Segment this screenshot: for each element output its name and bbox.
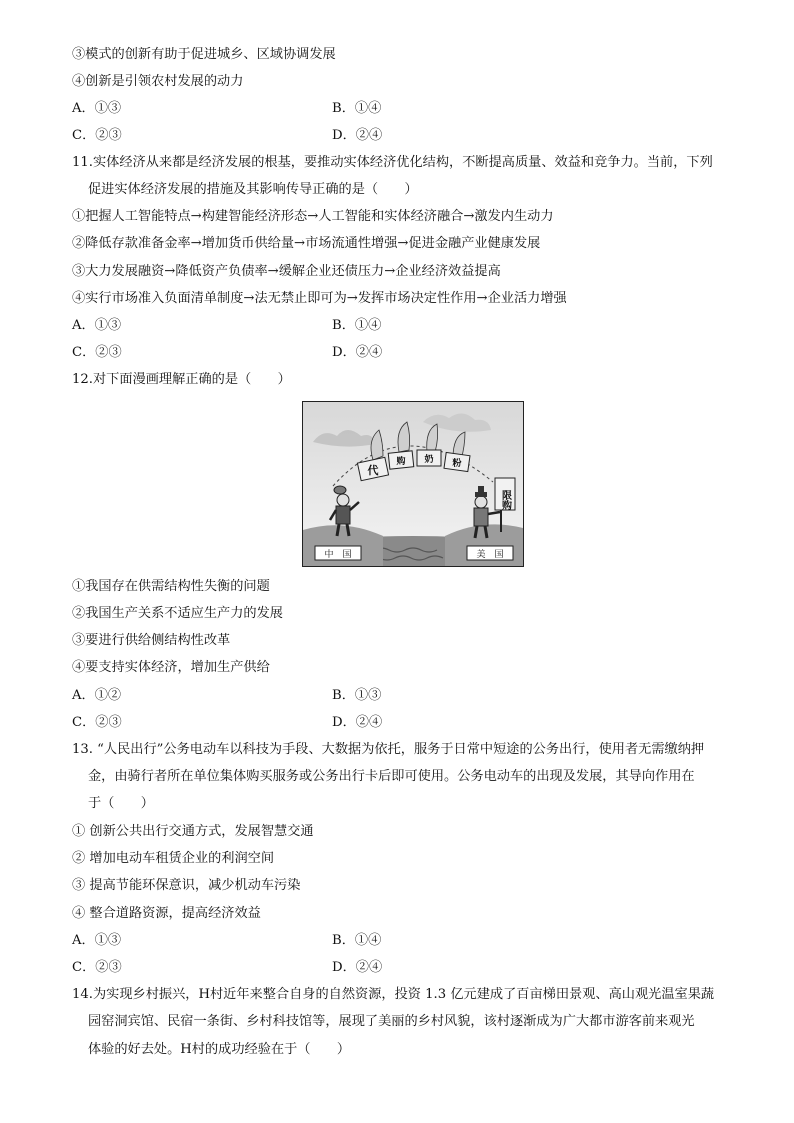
bubble-char-1: 代: [367, 464, 379, 477]
q13-item-1: ① 创新公共出行交通方式，发展智慧交通: [72, 824, 314, 839]
q11-item-3: ③大力发展融资→降低资产负债率→缓解企业还债压力→企业经济效益提高: [72, 264, 501, 279]
q14-stem-line3: 体验的好去处。H村的成功经验在于（ ）: [88, 1042, 351, 1057]
bubble-char-4: 粉: [452, 459, 462, 469]
q12-option-b: B．①③: [332, 688, 382, 703]
q11-options-row1: [72, 317, 752, 335]
q11-option-d: D．②④: [332, 345, 383, 360]
q11-option-c: C．②③: [72, 345, 122, 360]
q13-item-4: ④ 整合道路资源，提高经济效益: [72, 906, 261, 921]
q13-option-d: D．②④: [332, 960, 383, 975]
q10-item-4: ④创新是引领农村发展的动力: [72, 74, 244, 89]
q10-option-b: B．①④: [332, 101, 382, 116]
q10-item-3: ③模式的创新有助于促进城乡、区域协调发展: [72, 47, 336, 62]
cartoon-illustration: [303, 402, 523, 566]
q11-options-row2: [72, 344, 752, 362]
q12-option-c: C．②③: [72, 715, 122, 730]
q13-item-3: ③ 提高节能环保意识，减少机动车污染: [72, 878, 301, 893]
q12-item-3: ③要进行供给侧结构性改革: [72, 633, 231, 648]
q14-stem-line2: 园窑洞宾馆、民宿一条街、乡村科技馆等，展现了美丽的乡村风貌，该村逐渐成为广大都市游客前来观光: [88, 1014, 695, 1029]
q10-options-row2: [72, 127, 752, 145]
q13-option-a: A．①③: [72, 933, 122, 948]
q12-option-d: D．②④: [332, 715, 383, 730]
q11-item-4: ④实行市场准入负面清单制度→法无禁止即可为→发挥市场决定性作用→企业活力增强: [72, 291, 567, 306]
q11-stem-line2: 促进实体经济发展的措施及其影响传导正确的是（ ）: [88, 182, 418, 197]
q10-option-d: D．②④: [332, 128, 383, 143]
q13-item-2: ② 增加电动车租赁企业的利润空间: [72, 851, 275, 866]
q13-stem-line2: 金，由骑行者所在单位集体购买服务或公务出行卡后即可使用。公务电动车的出现及发展，其导向作用在: [88, 769, 695, 784]
label-china: 中 国: [324, 550, 352, 560]
bubble-char-3: 奶: [424, 455, 434, 465]
q12-stem: 12.对下面漫画理解正确的是（ ）: [72, 372, 291, 387]
q12-options-row2: [72, 714, 752, 732]
bubble-char-2: 购: [396, 457, 406, 467]
q12-cartoon: [302, 401, 524, 567]
q13-options-row2: [72, 959, 752, 977]
q13-option-b: B．①④: [332, 933, 382, 948]
q11-option-a: A．①③: [72, 318, 122, 333]
q12-item-2: ②我国生产关系不适应生产力的发展: [72, 606, 283, 621]
q13-stem-line3: 于（ ）: [88, 796, 154, 811]
q13-option-c: C．②③: [72, 960, 122, 975]
q12-item-1: ①我国存在供需结构性失衡的问题: [72, 579, 270, 594]
q14-stem-line1: 14.为实现乡村振兴，H村近年来整合自身的自然资源，投资 1.3 亿元建成了百亩梯田景观、高山观光温室果蔬: [72, 987, 715, 1002]
q10-option-c: C．②③: [72, 128, 122, 143]
q12-option-a: A．①②: [72, 688, 122, 703]
q13-options-row1: [72, 932, 752, 950]
label-usa: 美 国: [476, 550, 504, 560]
q12-options-row1: [72, 687, 752, 705]
q10-options-row1: [72, 100, 752, 118]
q12-item-4: ④要支持实体经济，增加生产供给: [72, 660, 270, 675]
limit-sign-text: 限购: [499, 490, 511, 510]
q13-stem-line1: 13. “人民出行”公务电动车以科技为手段、大数据为依托，服务于日常中短途的公务出行，使用者无需缴纳押: [72, 742, 705, 757]
q11-item-1: ①把握人工智能特点→构建智能经济形态→人工智能和实体经济融合→激发内生动力: [72, 209, 554, 224]
q11-item-2: ②降低存款准备金率→增加货币供给量→市场流通性增强→促进金融产业健康发展: [72, 236, 541, 251]
q11-option-b: B．①④: [332, 318, 382, 333]
q10-option-a: A．①③: [72, 101, 122, 116]
q11-stem-line1: 11.实体经济从来都是经济发展的根基，要推动实体经济优化结构，不断提高质量、效益和竞争力。当前，下列: [72, 155, 713, 170]
